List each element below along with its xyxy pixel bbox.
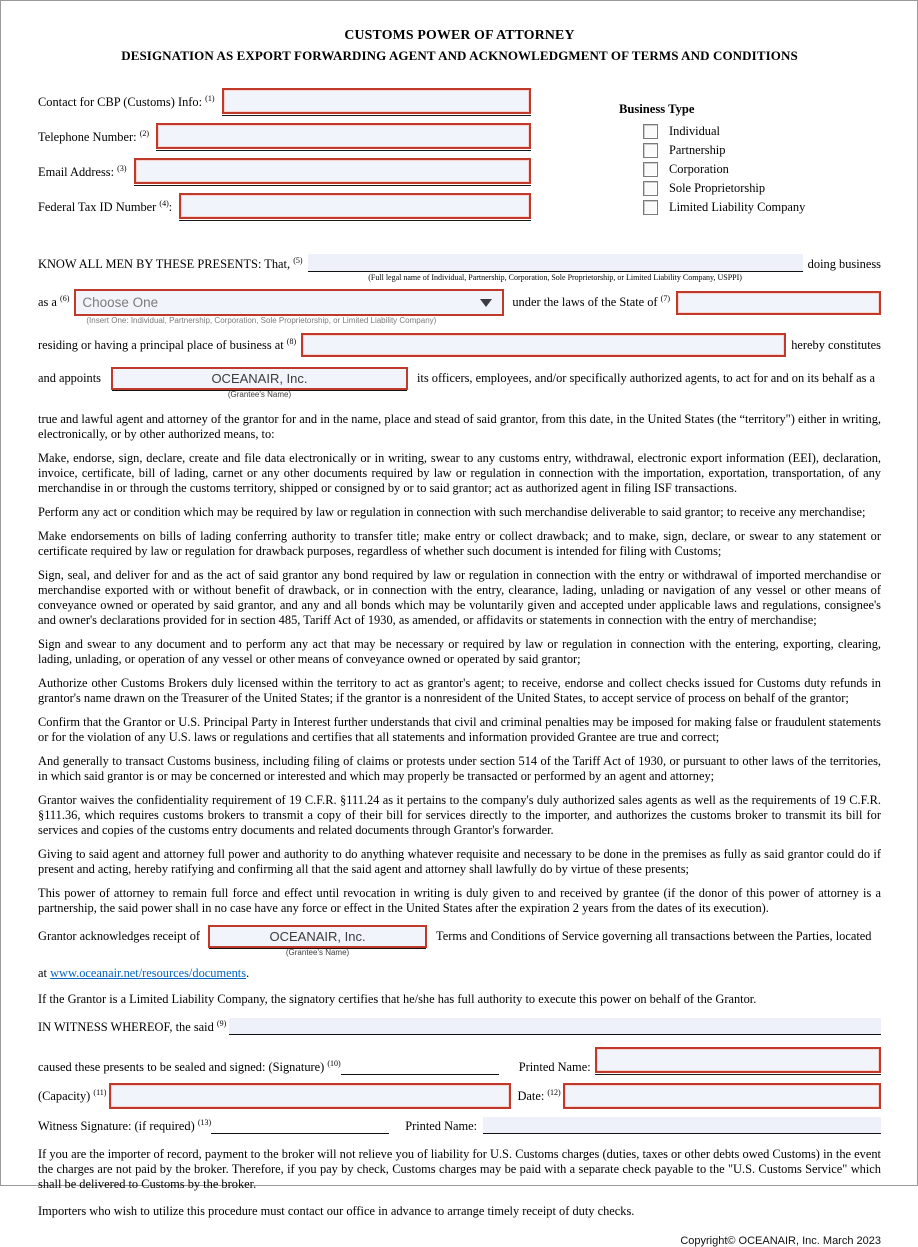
- sole-proprietorship-checkbox[interactable]: [643, 181, 658, 196]
- grantee-name-caption: (Grantee's Name): [227, 390, 292, 399]
- importer-liability-paragraph: If you are the importer of record, payment to the broker will not relieve you of liability for U.S. Customs charges (duties, taxes or other debts owed Customs) in the event the charges are not paid by the broker. Therefore, if you pay by check, Customs charges may be paid with a separate check payable to the "U.S. Customs Service" which shall be delivered to Customs by the broker.: [38, 1147, 881, 1191]
- as-a-label: as a $^{(6)}$: [38, 293, 70, 309]
- receipt-line: [38, 925, 881, 957]
- copyright-line: Copyright© OCEANAIR, Inc. March 2023: [680, 1235, 881, 1247]
- cbp-contact-label: Contact for CBP (Customs) Info: $^{(1)}$: [38, 93, 215, 109]
- paragraph: Sign, seal, and deliver for and as the act of said grantor any bond required by law or regulation in connection with the entry or withdrawal of imported merchandise or merchandise exported with or without benefit of drawback, or in connection with the entry, clearance, lading, unlading or navigation of any vessel or other means of conveyance owned or operated by said grantor, and any and all bonds which may be voluntarily given and accepted under applicable laws and regulations, consignee's and owner's declarations provided for in section 485, Tariff Act of 1930, as amended, or affidavits or statements in connection with the entry of merchandise;: [38, 568, 881, 627]
- paragraph: Sign and swear to any document and to perform any act that may be necessary or required by law or regulation in connection with the entering, exporting, clearing, lading, unlading, or operation of any vessel or other means of conveyance owned or operated by said grantor;: [38, 637, 881, 666]
- legal-name-input[interactable]: [308, 254, 803, 282]
- capacity-label: (Capacity) $^{(11)}$: [38, 1087, 107, 1103]
- doing-business-label: doing business: [807, 257, 881, 271]
- document-subtitle: DESIGNATION AS EXPORT FORWARDING AGENT AND ACKNOWLEDGMENT OF TERMS AND CONDITIONS: [121, 48, 798, 63]
- contact-row: [38, 88, 531, 116]
- witness-printed-name-label: Printed Name:: [405, 1119, 478, 1133]
- signature-row: [38, 1047, 881, 1075]
- paragraph: Make endorsements on bills of lading conferring authority to transfer title; make entry or collect drawback; and to make, sign, declare, or swear to any statement or certificate required by law or regulation for drawback purposes, regardless of whether such document is intended for filing with Customs;: [38, 529, 881, 558]
- in-witness-input[interactable]: [229, 1018, 881, 1034]
- llc-certification-line: If the Grantor is a Limited Liability Company, the signatory certifies that he/she has full authority to execute this power on behalf of the Grantor.: [38, 992, 757, 1006]
- in-witness-row: [38, 1018, 881, 1035]
- receipt-grantee-caption: (Grantee's Name): [285, 948, 350, 957]
- paragraph: true and lawful agent and attorney of the grantor for and in the name, place and stead of said grantor, from this date, in the United States (the “territory") either in writing, electronically, or by other authorized means, to:: [38, 412, 881, 441]
- paragraph: Perform any act or condition which may be required by law or regulation in connection with such merchandise deliverable to said grantor; to receive any merchandise;: [38, 505, 866, 519]
- signature-line[interactable]: [341, 1061, 499, 1075]
- capacity-input[interactable]: [109, 1083, 511, 1109]
- presents-line-2: [38, 289, 881, 325]
- witness-signature-row: [38, 1117, 881, 1134]
- grantee-name-field[interactable]: OCEANAIR, Inc. (Grantee's Name): [111, 367, 408, 390]
- top-form-section: [38, 88, 881, 228]
- insert-one-caption: (Insert One: Individual, Partnership, Corporation, Sole Proprietorship, or Limited Liability Company): [86, 316, 437, 325]
- cbp-contact-input[interactable]: [222, 88, 532, 114]
- witness-signature-label: Witness Signature: (if required) $^{(13)}$: [38, 1117, 212, 1133]
- date-input[interactable]: [563, 1083, 881, 1109]
- contact-fields-column: [38, 88, 531, 228]
- dropdown-selected-value: Choose One: [82, 295, 159, 310]
- paragraph: Giving to said agent and attorney full power and authority to do anything whatever requisite and necessary to be done in the premises as fully as said grantor could do if present and acting, hereby ratifying and confirming all that the said agent and attorney shall lawfully do by virtue of these presents;: [38, 847, 881, 876]
- paragraph: And generally to transact Customs business, including filing of claims or protests under section 514 of the Tariff Act of 1930, or pursuant to other laws of the territories, in which said grantor is or may be concerned or interested and which may properly be transacted or performed by an agent and attorney;: [38, 754, 881, 783]
- business-type-group: [613, 88, 805, 228]
- witness-printed-name-input[interactable]: [483, 1117, 881, 1133]
- business-type-dropdown[interactable]: [74, 289, 504, 325]
- presents-line-3: [38, 333, 881, 357]
- business-type-heading: Business Type: [619, 102, 695, 116]
- telephone-label: Telephone Number: $^{(2)}$: [38, 128, 150, 144]
- paragraph: This power of attorney to remain full force and effect until revocation in writing is duly given to and received by grantee (if the donor of this power of attorney is a partnership, the said power shall in no case have any force or effect in the United States after the expiration 2 years from the dates of its execution).: [38, 886, 881, 915]
- paragraph: Authorize other Customs Brokers duly licensed within the territory to act as grantor's agent; to receive, endorse and collect checks issued for Customs duty refunds in grantor's name drawn on the Treasurer of the United States; if the grantor is a nonresident of the United States, to accept service of process on behalf of the grantor;: [38, 676, 881, 705]
- contact-row: [38, 123, 531, 151]
- partnership-checkbox[interactable]: [643, 143, 658, 158]
- date-label: Date: $^{(12)}$: [517, 1087, 561, 1103]
- business-type-option-corporation: Corporation: [643, 162, 805, 177]
- email-input[interactable]: [134, 158, 532, 184]
- principal-place-label: residing or having a principal place of business at $^{(8)}$: [38, 336, 297, 352]
- contact-row: [38, 193, 531, 221]
- state-input[interactable]: [676, 291, 881, 315]
- terms-link-line: at www.oceanair.net/resources/documents.: [38, 966, 250, 980]
- signature-label: caused these presents to be sealed and signed: (Signature) $^{(10)}$: [38, 1058, 341, 1074]
- presents-line-4: [38, 367, 881, 399]
- and-appoints-label: and appoints: [38, 371, 101, 385]
- business-type-option-partnership: Partnership: [643, 143, 805, 158]
- individual-checkbox[interactable]: [643, 124, 658, 139]
- importers-procedure-paragraph: Importers who wish to utilize this procedure must contact our office in advance to arrange timely receipt of duty checks.: [38, 1204, 635, 1218]
- business-type-option-individual: Individual: [643, 124, 805, 139]
- legal-name-caption: (Full legal name of Individual, Partnership, Corporation, Sole Proprietorship, or Limited Liability Company, USPPI): [368, 273, 742, 282]
- business-type-option-llc: Limited Liability Company: [643, 200, 805, 215]
- terms-documents-link[interactable]: www.oceanair.net/resources/documents: [50, 966, 247, 980]
- presents-intro-label: KNOW ALL MEN BY THESE PRESENTS: That, $^{(5)}$: [38, 255, 303, 271]
- receipt-post-label: Terms and Conditions of Service governing all transactions between the Parties, located: [436, 929, 872, 943]
- chevron-down-icon: [480, 299, 492, 307]
- state-laws-label: under the laws of the State of $^{(7)}$: [512, 293, 670, 309]
- presents-section: [38, 254, 881, 399]
- telephone-input[interactable]: [156, 123, 531, 149]
- witness-signature-line[interactable]: [211, 1120, 389, 1134]
- paragraph: Confirm that the Grantor or U.S. Principal Party in Interest further understands that civil and criminal penalties may be imposed for making false or fraudulent statements or for the violation of any U.S. laws or regulations and certifies that all statements and information provided Grantee are true and correct;: [38, 715, 881, 744]
- in-witness-label: IN WITNESS WHEREOF, the said $^{(9)}$: [38, 1018, 227, 1034]
- hereby-constitutes-label: hereby constitutes: [791, 337, 881, 352]
- business-type-option-sole-proprietorship: Sole Proprietorship: [643, 181, 805, 196]
- printed-name-input[interactable]: [595, 1047, 881, 1073]
- tax-id-input[interactable]: [179, 193, 531, 219]
- tax-id-label: Federal Tax ID Number $^{(4)}$:: [38, 198, 173, 214]
- email-label: Email Address: $^{(3)}$: [38, 163, 127, 179]
- presents-line-1: [38, 254, 881, 282]
- receipt-grantee-field[interactable]: OCEANAIR, Inc. (Grantee's Name): [208, 925, 427, 948]
- paragraph: Make, endorse, sign, declare, create and file data electronically or in writing, swear to any customs entry, withdrawal, electronic export information (EEI), declaration, invoice, certificate, bill of lading, carnet or any other documents required by law or regulation in connection with the importation, exportation, transportation, of any merchandise in or through the customs territory, shipped or consigned by or to said grantor; act as authorized agent in filing ISF transactions.: [38, 451, 881, 495]
- document-title: CUSTOMS POWER OF ATTORNEY: [344, 27, 575, 42]
- printed-name-label: Printed Name:: [518, 1060, 591, 1074]
- contact-row: [38, 158, 531, 186]
- capacity-row: [38, 1083, 881, 1109]
- paragraph: Grantor waives the confidentiality requirement of 19 C.F.R. §111.24 as it pertains to the company's duly authorized sales agents as well as the requirements of 19 C.F.R. §111.36, which requires customs brokers to transmit a copy of their bill for services directly to the importer, and authorizes the customs broker to transmit its bill for services and copies of the customs entry documents and related documents through Grantor's forwarder.: [38, 793, 881, 837]
- business-address-input[interactable]: [301, 333, 786, 357]
- officers-agents-label: its officers, employees, and/or specifically authorized agents, to act for and on its behalf as a: [416, 371, 876, 385]
- body-paragraphs: [38, 412, 881, 916]
- llc-checkbox[interactable]: [643, 200, 658, 215]
- corporation-checkbox[interactable]: [643, 162, 658, 177]
- receipt-pre-label: Grantor acknowledges receipt of: [38, 929, 201, 943]
- at-label: at: [38, 966, 47, 980]
